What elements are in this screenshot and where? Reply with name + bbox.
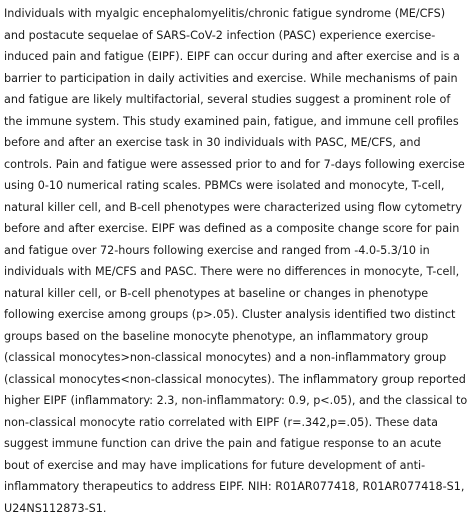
abstract-line-23: inflammatory therapeutics to address EIPF. NIH: R01AR077418, R01AR077418-S1, <box>4 476 466 498</box>
abstract-line-10: natural killer cell, and B-cell phenotypes were characterized using flow cytometry <box>4 197 466 219</box>
abstract-line-8: controls. Pain and fatigue were assessed prior to and for 7-days following exercise <box>4 154 466 176</box>
abstract-line-11: before and after exercise. EIPF was defined as a composite change score for pain <box>4 218 466 240</box>
abstract-line-18: (classical monocytes<non-classical monocytes). The inflammatory group reported <box>4 369 466 391</box>
abstract-line-12: and fatigue over 72-hours following exercise and ranged from -4.0-5.3/10 in <box>4 240 466 262</box>
abstract-line-9: using 0-10 numerical rating scales. PBMCs were isolated and monocyte, T-cell, <box>4 175 466 197</box>
abstract-line-2: and postacute sequelae of SARS-CoV-2 infection (PASC) experience exercise- <box>4 25 466 47</box>
abstract-line-13: individuals with ME/CFS and PASC. There were no differences in monocyte, T-cell, <box>4 261 466 283</box>
abstract-line-15: following exercise among groups (p>.05). Cluster analysis identified two distinct <box>4 304 466 326</box>
abstract-line-14: natural killer cell, or B-cell phenotypes at baseline or changes in phenotype <box>4 283 466 305</box>
abstract-line-19: higher EIPF (inflammatory: 2.3, non-inflammatory: 0.9, p<.05), and the classical to <box>4 390 466 412</box>
abstract-line-24: U24NS112873-S1. <box>4 498 466 519</box>
abstract-line-21: suggest immune function can drive the pain and fatigue response to an acute <box>4 433 466 455</box>
abstract-line-22: bout of exercise and may have implications for future development of anti- <box>4 455 466 477</box>
abstract-line-17: (classical monocytes>non-classical monocytes) and a non-inflammatory group <box>4 347 466 369</box>
abstract-line-20: non-classical monocyte ratio correlated with EIPF (r=.342,p=.05). These data <box>4 412 466 434</box>
abstract-line-3: induced pain and fatigue (EIPF). EIPF can occur during and after exercise and is a <box>4 46 466 68</box>
abstract-line-16: groups based on the baseline monocyte phenotype, an inflammatory group <box>4 326 466 348</box>
abstract-paragraph <box>4 3 466 519</box>
abstract-line-7: before and after an exercise task in 30 individuals with PASC, ME/CFS, and <box>4 132 466 154</box>
abstract-line-4: barrier to participation in daily activities and exercise. While mechanisms of pain <box>4 68 466 90</box>
abstract-line-5: and fatigue are likely multifactorial, several studies suggest a prominent role of <box>4 89 466 111</box>
abstract-line-6: the immune system. This study examined pain, fatigue, and immune cell profiles <box>4 111 466 133</box>
abstract-line-1: Individuals with myalgic encephalomyelitis/chronic fatigue syndrome (ME/CFS) <box>4 3 466 25</box>
